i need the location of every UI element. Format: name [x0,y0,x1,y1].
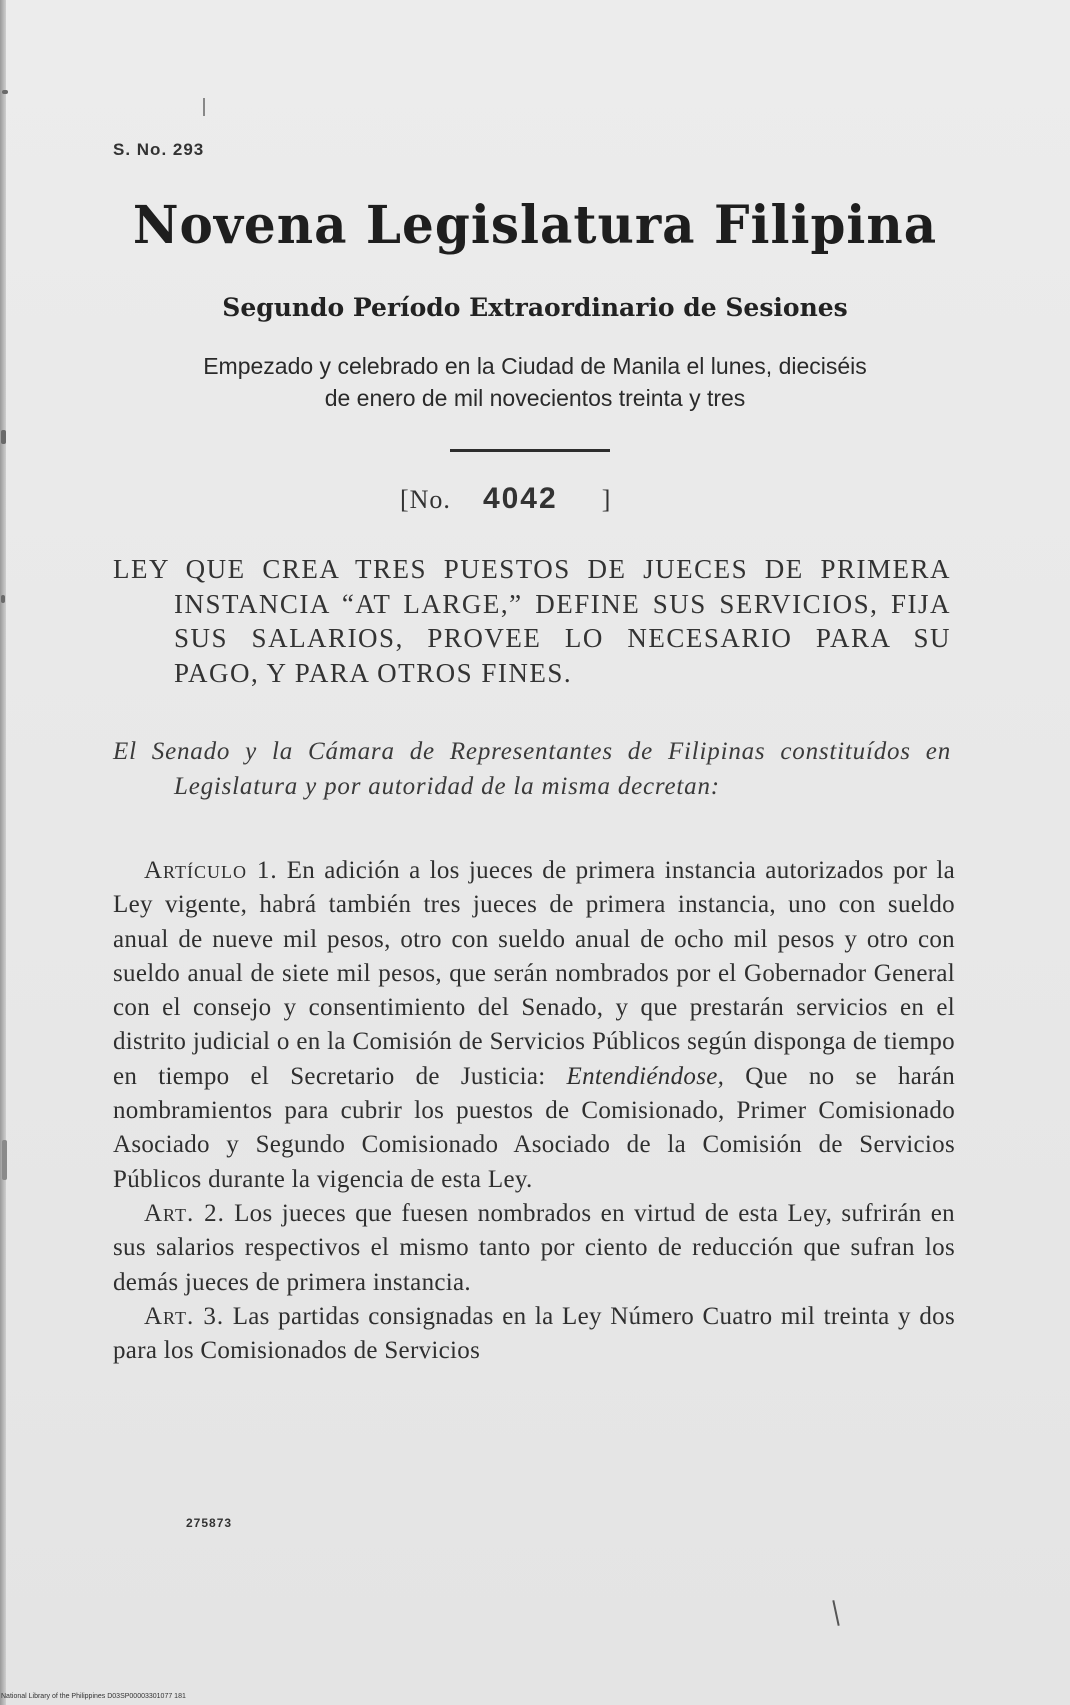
enacting-clause: El Senado y la Cámara de Representantes de Filipinas constituídos en Legislatura y por autoridad de la misma decretan: [113,738,951,800]
document-title: Novena Legislatura Filipina [132,193,938,256]
article-3 [113,1300,955,1369]
article-label: Art. 2. [144,1199,225,1227]
session-intro-line-1: Empezado y celebrado en la Ciudad de Manila el lunes, dieciséis [203,353,867,379]
session-intro [100,350,970,414]
article-text: En adición a los jueces de primera instancia autorizados por la Ley vigente, habrá también tres jueces de primera instancia, uno con sueldo anual de nueve mil pesos, otro con sueldo anual de ocho mil pesos y otro con sueldo anual de siete mil pesos, que serán nombrados por el Gobernador General con el consejo y consentimiento del Senado, y que prestarán servicios en el distrito judicial o en la Comisión de Servicios Públicos según disponga de tiempo en tiempo el Secretario de Justicia: [113,857,955,1090]
act-number [400,482,611,516]
act-heading: LEY QUE CREA TRES PUESTOS DE JUECES DE PRIMERA INSTANCIA “AT LARGE,” DEFINE SUS SERVICIOS, FIJA SUS SALARIOS, PROVEE LO NECESARIO PARA SU PAGO, Y PARA OTROS FINES. [113,554,951,688]
scan-mark [1,595,5,603]
act-number-prefix: [No. [400,485,451,514]
bill-number: S. No. 293 [113,140,205,159]
article-label: Art. 3. [144,1302,225,1330]
act-number-suffix: ] [601,485,612,514]
act-body [113,854,955,1368]
scan-footer: National Library of the Philippines D03SP00003301077 181 [1,1693,186,1700]
page-edge-shadow [0,0,6,1705]
article-1 [113,854,955,1197]
article-emphasis: Entendiéndose, [566,1062,725,1090]
scan-mark [203,98,205,116]
article-text: Los jueces que fuesen nombrados en virtud de esta Ley, sufrirán en sus salarios respectivos el mismo tanto por ciento de reducción que sufran los demás jueces de primera instancia. [113,1199,955,1296]
scan-mark [2,1140,7,1180]
print-code: 275873 [186,1516,233,1530]
divider-rule [450,449,610,452]
scan-mark [832,1600,839,1626]
session-intro-line-2: de enero de mil novecientos treinta y tres [324,385,746,411]
scan-mark [1,430,6,444]
article-label: Artículo 1. [144,857,278,884]
document-subtitle: Segundo Período Extraordinario de Sesiones [222,293,848,322]
scan-mark [2,90,8,94]
article-2 [113,1197,955,1300]
article-text: Las partidas consignadas en la Ley Número Cuatro mil treinta y dos para los Comisionados de Servicios [113,1302,955,1365]
article-text: Que no se harán nombramientos para cubrir los puestos de Comisionado, Primer Comisionado Asociado y Segundo Comisionado Asociado de la Comisión de Servicios Públicos durante la vigencia de esta Ley. [113,1062,955,1193]
act-number-value: 4042 [482,482,558,515]
